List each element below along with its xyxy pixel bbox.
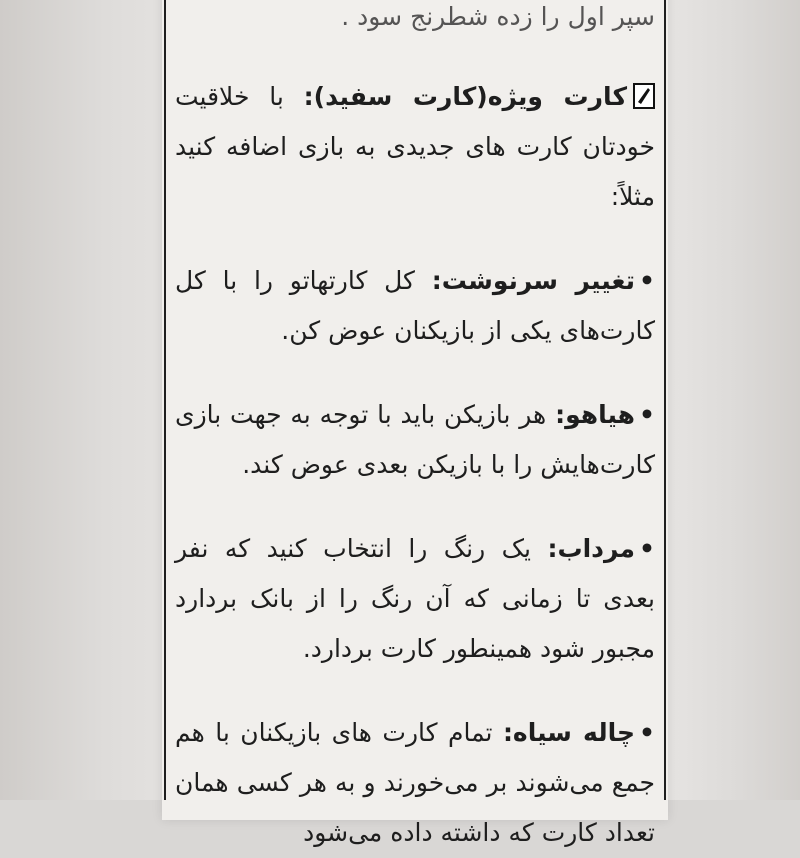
paragraph-swamp: [175, 524, 655, 674]
body-swamp: یک رنگ را انتخاب کنید که نفر بعدی تا زمانی که آن رنگ را از بانک بردارد مجبور شود همینطور کارت بردارد.: [175, 534, 655, 663]
card-text: [175, 0, 655, 858]
cut-top-line: سپر اول را زده شطرنج سود .: [341, 2, 655, 31]
term-change-fate: تغییر سرنوشت:: [431, 266, 636, 295]
paragraph-hiyahoo: [175, 390, 655, 490]
term-black-hole: چاله سیاه:: [502, 718, 636, 747]
paragraph-special-card: [175, 72, 655, 222]
bullet: •: [639, 266, 655, 295]
bullet: •: [639, 534, 655, 563]
bullet: •: [639, 718, 655, 747]
card-icon: [633, 76, 655, 102]
paragraph-black-hole: [175, 708, 655, 858]
term-hiyahoo: هیاهو:: [555, 400, 636, 429]
paragraph-change-fate: [175, 256, 655, 356]
card-border-left: [164, 0, 166, 800]
bullet: •: [639, 400, 655, 429]
body-special-card: با خلاقیت خودتان کارت های جدیدی به بازی اضافه کنید مثلاً:: [175, 82, 655, 211]
body-black-hole: تمام کارت های بازیکنان با هم جمع می‌شوند بر می‌خورند و به هر کسی همان تعداد کارت که داشته داده می‌شود: [175, 718, 655, 847]
table-surface-left: [0, 0, 175, 800]
term-special-card: کارت ویژه(کارت سفید):: [303, 82, 627, 111]
body-change-fate: کل کارتهاتو را با کل کارت‌های یکی از بازیکنان عوض کن.: [175, 266, 655, 345]
term-swamp: مرداب:: [547, 534, 636, 563]
body-hiyahoo: هر بازیکن باید با توجه به جهت بازی کارت‌هایش را با بازیکن بعدی عوض کند.: [175, 400, 655, 479]
card-border-right: [664, 0, 666, 800]
table-surface-right: [668, 0, 800, 800]
